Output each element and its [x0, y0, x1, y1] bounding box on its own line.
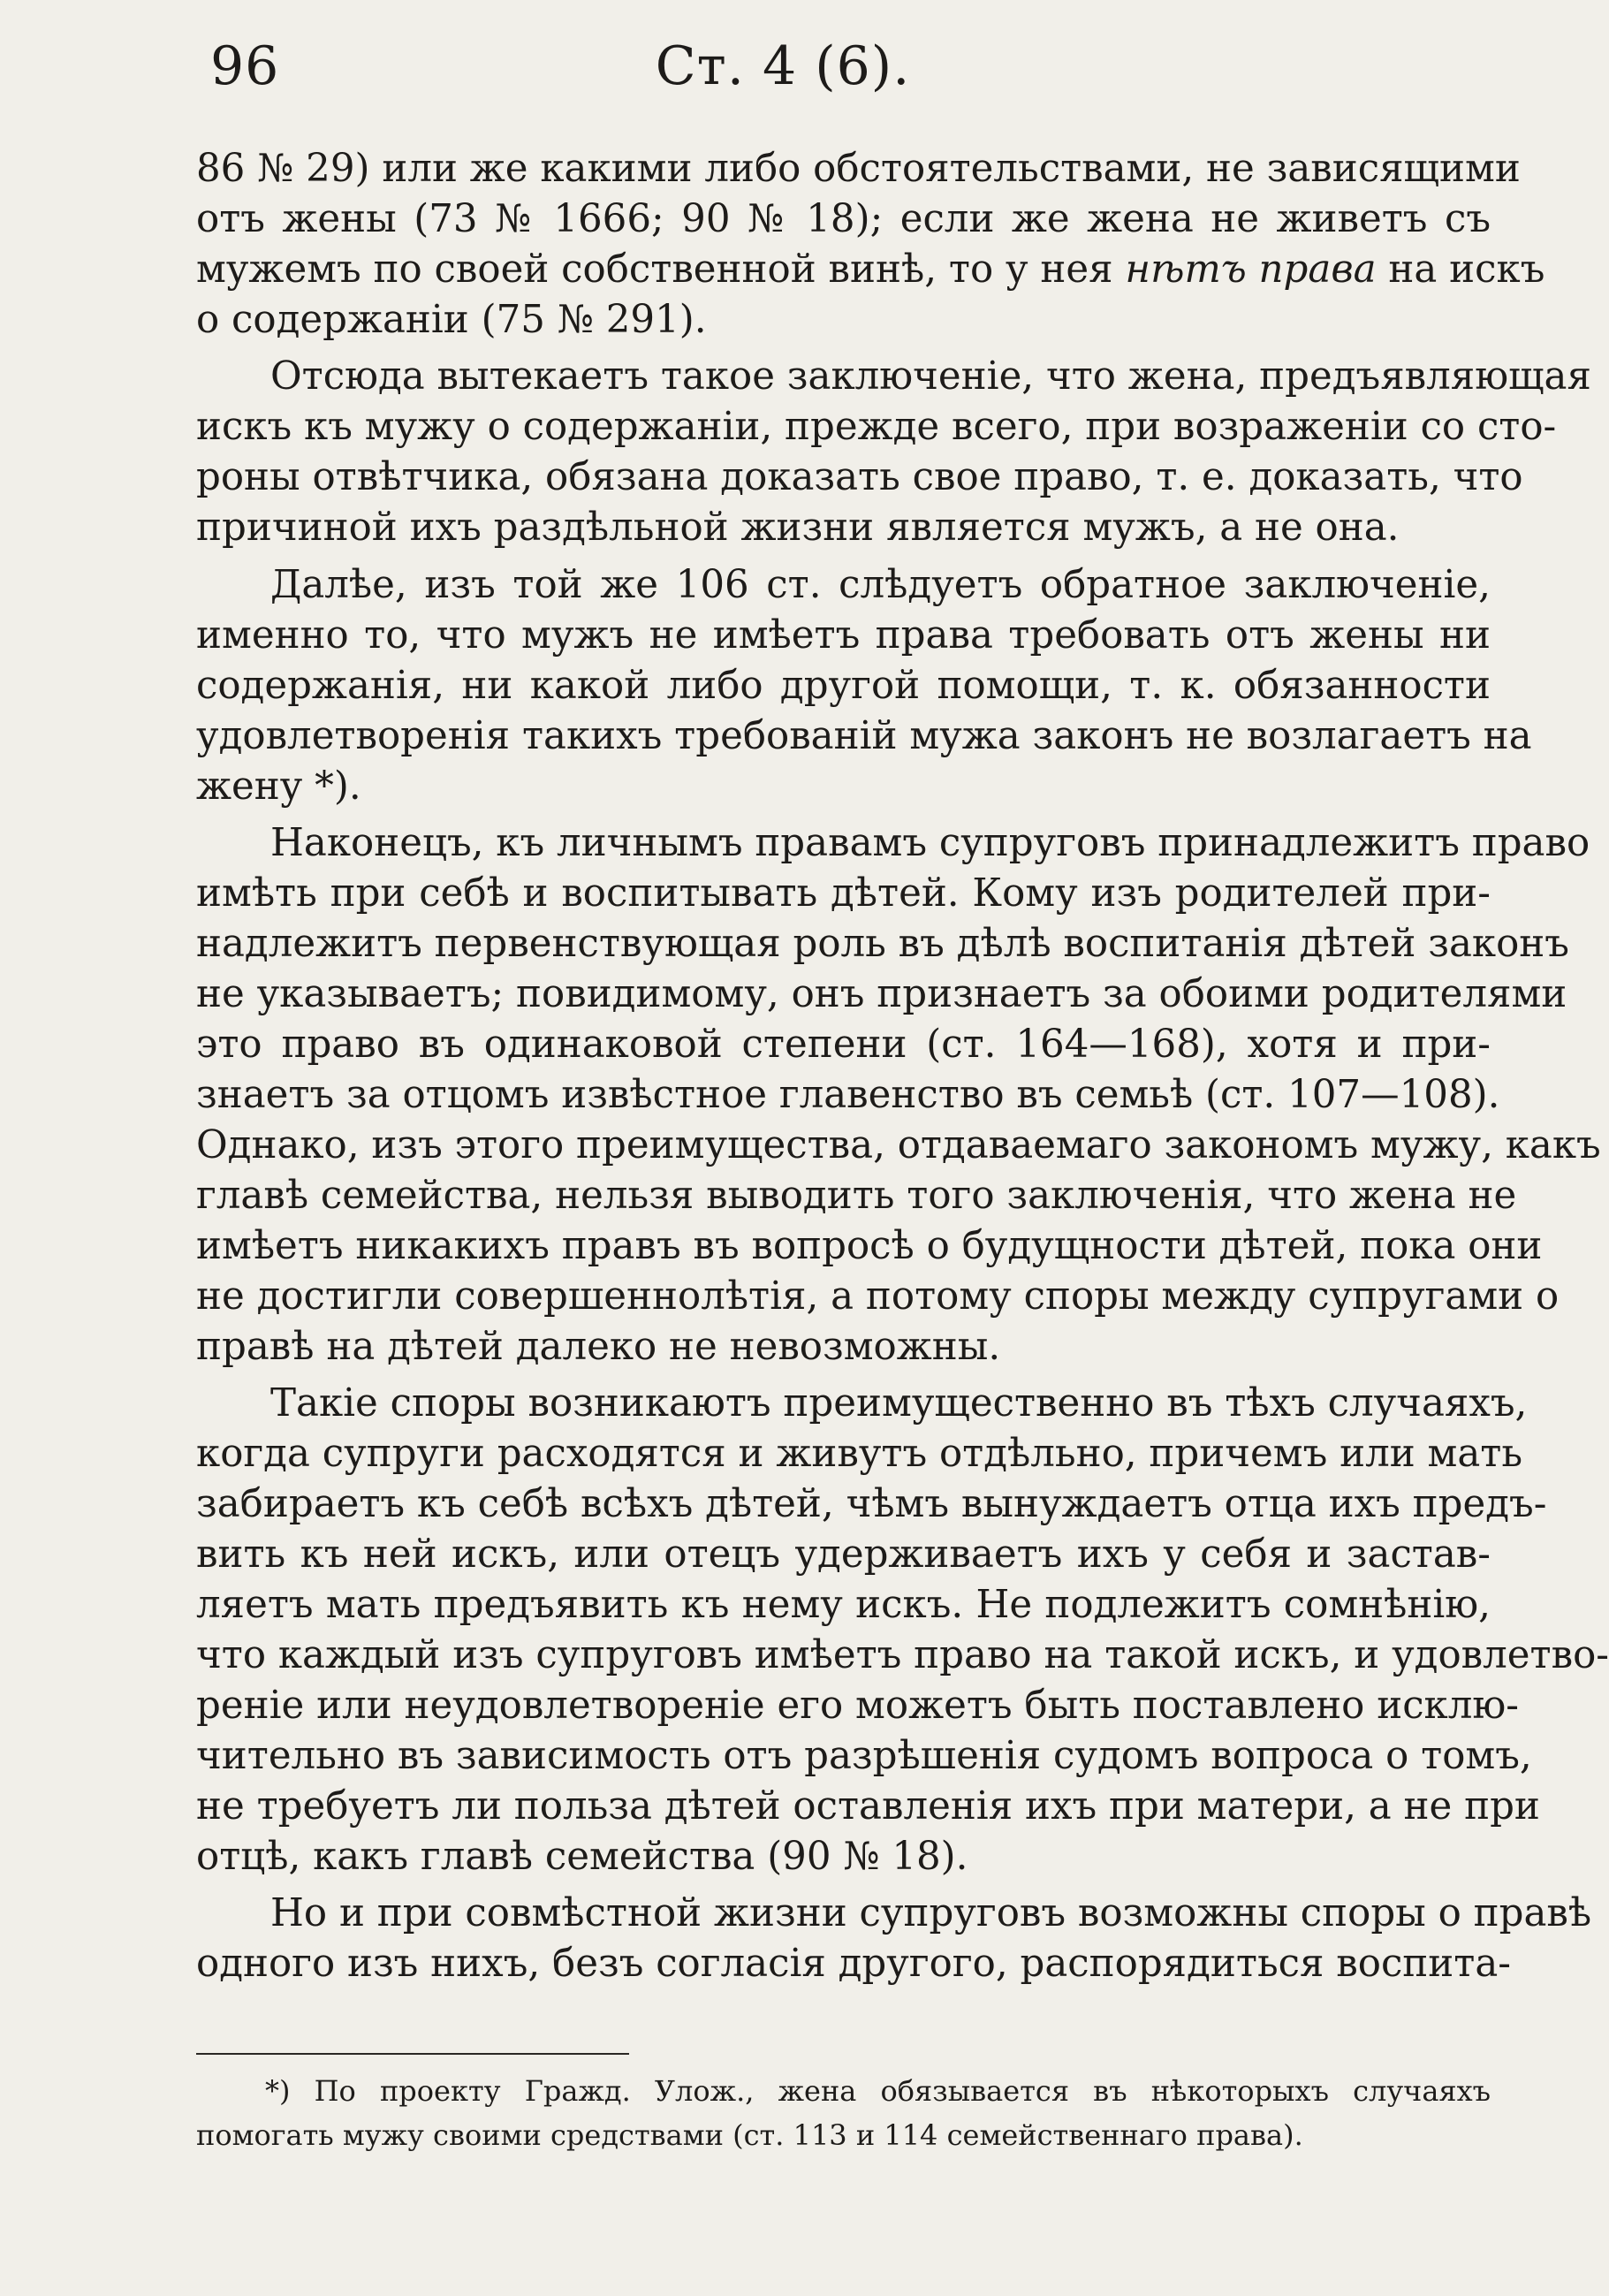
text-line: имѣть при себѣ и воспитывать дѣтей. Кому изъ родителей при-	[196, 871, 1491, 916]
text-line: ляетъ мать предъявить къ нему искъ. Не подлежитъ сомнѣнiю,	[196, 1583, 1491, 1627]
text-line: вить къ ней искъ, или отецъ удерживаетъ ихъ у себя и застав-	[196, 1532, 1491, 1577]
text-line: чительно въ зависимость отъ разрѣшенiя судомъ вопроса о томъ,	[196, 1734, 1532, 1778]
text-line: надлежитъ первенствующая роль въ дѣлѣ воспитанiя дѣтей законъ	[196, 922, 1569, 966]
text-line: содержанiя, ни какой либо другой помощи, т. к. обязанности	[196, 664, 1491, 708]
text-line: когда супруги расходятся и живутъ отдѣльно, причемъ или мать	[196, 1432, 1523, 1476]
text-line: удовлетворенiя такихъ требованiй мужа законъ не возлагаетъ на	[196, 714, 1532, 758]
text-line: правѣ на дѣтей далеко не невозможны.	[196, 1325, 1001, 1369]
text-line: Отсюда вытекаетъ такое заключенiе, что жена, предъявляющая	[270, 354, 1591, 399]
text-line: искъ къ мужу о содержанiи, прежде всего, при возраженiи со сто-	[196, 405, 1557, 449]
text-line: причиной ихъ раздѣльной жизни является мужъ, а не она.	[196, 506, 1400, 550]
text-line: Наконецъ, къ личнымъ правамъ супруговъ принадлежитъ право	[270, 821, 1590, 865]
text-line: знаетъ за отцомъ извѣстное главенство въ семьѣ (ст. 107—108).	[196, 1073, 1500, 1117]
page-header-title: Ст. 4 (6).	[655, 35, 911, 97]
text-line: что каждый изъ супруговъ имѣетъ право на такой искъ, и удовлетво-	[196, 1633, 1609, 1677]
text-line: отцѣ, какъ главѣ семейства (90 № 18).	[196, 1835, 968, 1879]
text-line: 86 № 29) или же какими либо обстоятельствами, не зависящими	[196, 147, 1521, 191]
text-line: Но и при совмѣстной жизни супруговъ возможны споры о правѣ	[270, 1891, 1592, 1935]
text-line: Такiе споры возникаютъ преимущественно въ тѣхъ случаяхъ,	[270, 1381, 1528, 1425]
text-line: ренiе или неудовлетворенiе его можетъ быть поставлено исклю-	[196, 1684, 1519, 1728]
text-line: не достигли совершеннолѣтiя, а потому споры между супругами о	[196, 1274, 1560, 1319]
footnote-line: *) По проекту Гражд. Улож., жена обязывается въ нѣкоторыхъ случаяхъ	[265, 2074, 1491, 2108]
text-line: именно то, что мужъ не имѣетъ права требовать отъ жены ни	[196, 613, 1491, 658]
text-line: о содержанiи (75 № 291).	[196, 298, 707, 342]
text-line: Далѣе, изъ той же 106 ст. слѣдуетъ обратное заключенiе,	[270, 563, 1491, 607]
text-line: имѣетъ никакихъ правъ въ вопросѣ о будущности дѣтей, пока они	[196, 1224, 1543, 1268]
footnote-line: помогать мужу своими средствами (ст. 113 и 114 семейственнаго права).	[196, 2118, 1303, 2152]
text-line: главѣ семейства, нельзя выводить того заключенiя, что жена не	[196, 1174, 1517, 1218]
text-line: мужемъ по своей собственной винѣ, то у нея нѣтъ права на искъ	[196, 247, 1545, 292]
page-number: 96	[210, 35, 280, 97]
text-line: это право въ одинаковой степени (ст. 164—168), хотя и при-	[196, 1023, 1491, 1067]
text-line: жену *).	[196, 764, 361, 809]
text-line: не требуетъ ли польза дѣтей оставленiя ихъ при матери, а не при	[196, 1784, 1540, 1828]
text-line: забираетъ къ себѣ всѣхъ дѣтей, чѣмъ вынуждаетъ отца ихъ предъ-	[196, 1482, 1547, 1526]
text-line: роны отвѣтчика, обязана доказать свое право, т. е. доказать, что	[196, 455, 1523, 499]
text-line: не указываетъ; повидимому, онъ признаетъ за обоими родителями	[196, 972, 1567, 1016]
footnote-rule	[196, 2053, 629, 2055]
italic-phrase: нѣтъ права	[1125, 247, 1377, 292]
text-line: отъ жены (73 № 1666; 90 № 18); если же жена не живетъ съ	[196, 197, 1491, 241]
text-line: одного изъ нихъ, безъ согласiя другого, распорядиться воспита-	[196, 1942, 1511, 1986]
text-line: Однако, изъ этого преимущества, отдаваемаго закономъ мужу, какъ	[196, 1123, 1601, 1167]
